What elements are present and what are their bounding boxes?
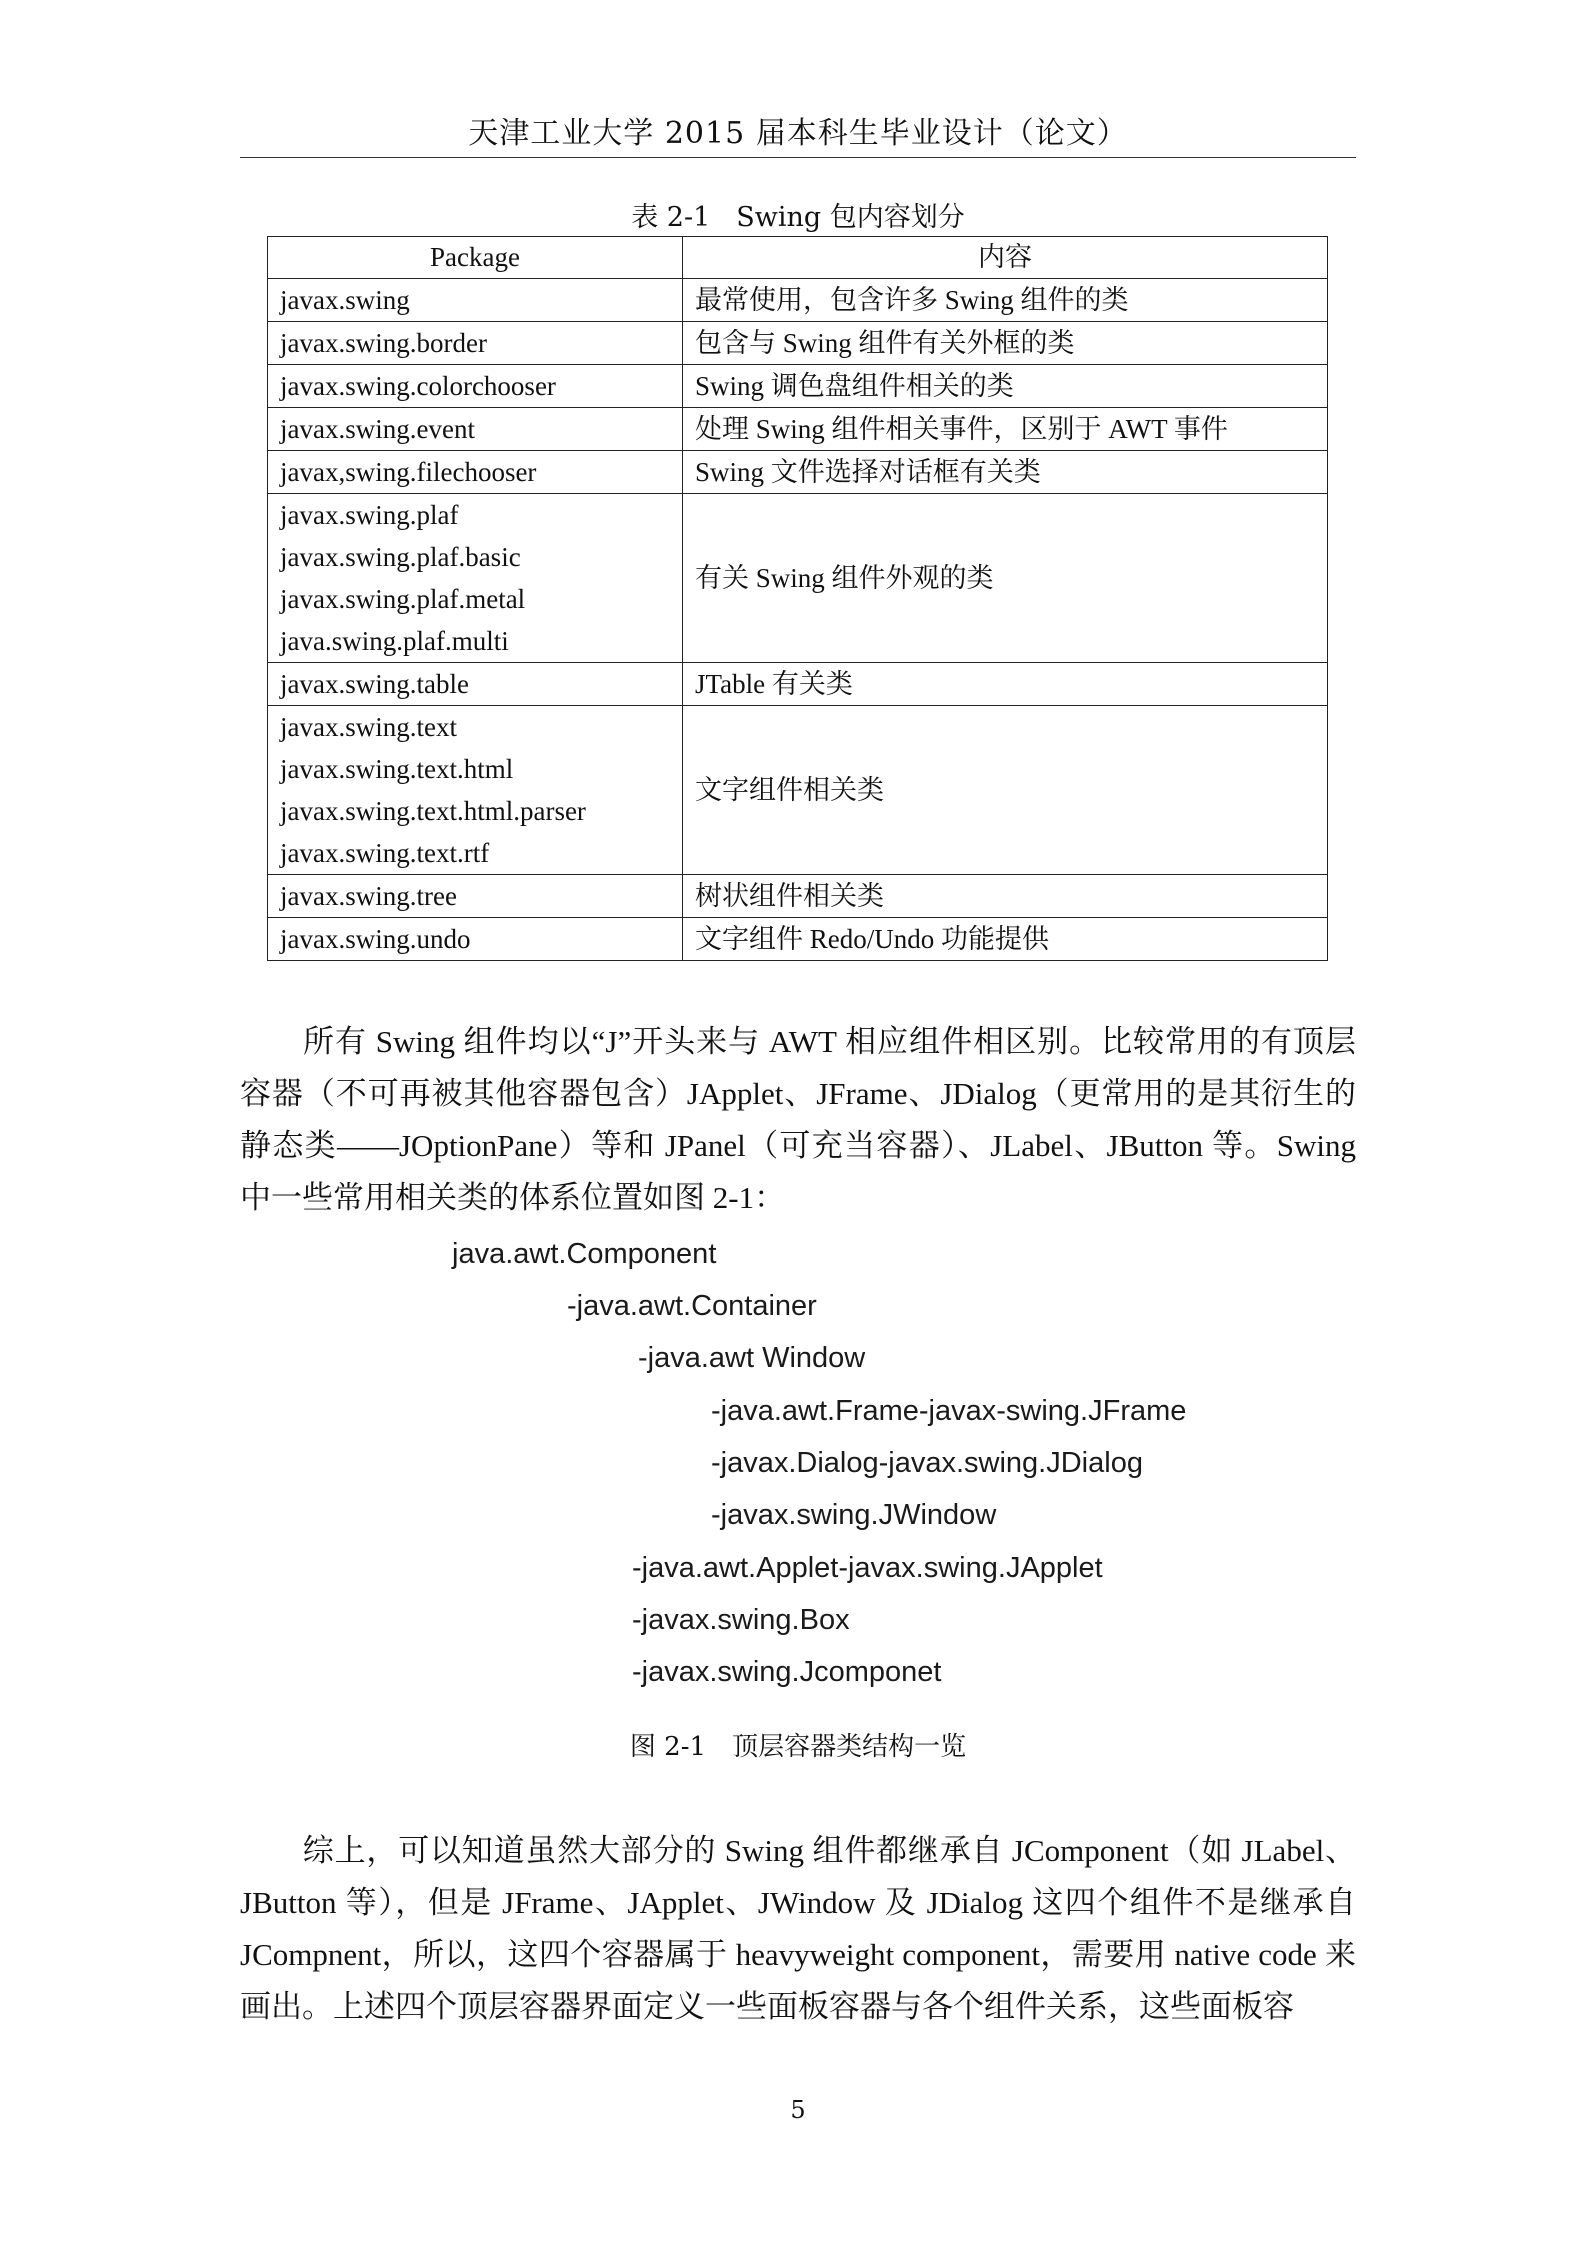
content-cell: 树状组件相关类 [683,875,1328,918]
content-cell: JTable 有关类 [683,663,1328,706]
tree-node: -javax.swing.Box [632,1604,850,1636]
header-content: 内容 [683,237,1328,279]
table-caption-number: 表 2-1 [631,202,711,233]
paragraph-2 [240,1825,1356,2033]
tree-node: -javax.swing.Jcomponet [632,1656,942,1688]
header-divider [240,157,1356,158]
paragraph-1 [240,1016,1356,1224]
figure-caption [240,1726,1356,1763]
header-package: Package [268,237,683,279]
table-row [268,918,1328,961]
tree-node: -javax.swing.JWindow [711,1499,997,1531]
content-cell: Swing 调色盘组件相关的类 [683,365,1328,408]
table-row [268,706,1328,875]
table-caption [240,195,1356,234]
package-name: javax,swing.filechooser [280,457,537,487]
package-cell [268,494,683,663]
package-cell [268,322,683,365]
package-cell [268,706,683,875]
paragraph-2-text: 综上，可以知道虽然大部分的 Swing 组件都继承自 JComponent（如 JLabel、JButton 等），但是 JFrame、JApplet、JWindow 及 JDialog 这四个组件不是继承自 JCompnent，所以，这四个容器属于 heavyweight component，需要用 native code 来画出。上述四个顶层容器界面定义一些面板容器与各个组件关系，这些面板容 [240,1833,1356,2024]
table-row [268,322,1328,365]
table-row [268,451,1328,494]
package-name: javax.swing.text.html.parser [280,796,586,826]
package-name: java.swing.plaf.multi [280,626,509,656]
package-name: javax.swing.tree [280,881,457,911]
package-name: javax.swing.colorchooser [280,371,556,401]
package-cell [268,663,683,706]
package-name: javax.swing.border [280,328,487,358]
package-name: javax.swing.plaf.basic [280,542,521,572]
package-name: javax.swing.text [280,712,457,742]
table-row [268,365,1328,408]
package-name: javax.swing.text.rtf [280,838,490,868]
package-cell [268,918,683,961]
figure-caption-number: 图 2-1 [629,1732,707,1762]
package-cell [268,875,683,918]
paragraph-1-text: 所有 Swing 组件均以“J”开头来与 AWT 相应组件相区别。比较常用的有顶层容器（不可再被其他容器包含）JApplet、JFrame、JDialog（更常用的是其衍生的静态类——JOptionPane）等和 JPanel（可充当容器）、JLabel、JButton 等。Swing 中一些常用相关类的体系位置如图 2-1： [240,1024,1356,1215]
swing-package-table [267,236,1328,961]
page-header: 天津工业大学 2015 届本科生毕业设计（论文） [468,116,1128,151]
content-cell: 文字组件 Redo/Undo 功能提供 [683,918,1328,961]
table-row [268,408,1328,451]
tree-node: -java.awt.Applet-javax.swing.JApplet [632,1552,1103,1584]
tree-node: -java.awt Window [638,1342,866,1374]
content-cell: 文字组件相关类 [683,706,1328,875]
table-header-row [268,237,1328,279]
tree-node: -java.awt.Frame-javax-swing.JFrame [711,1395,1187,1427]
tree-node: java.awt.Component [452,1238,717,1270]
package-cell [268,365,683,408]
tree-node: -javax.Dialog-javax.swing.JDialog [711,1447,1143,1479]
package-name: javax.swing.undo [280,924,471,954]
page-number: 5 [790,2096,806,2124]
table-caption-title: Swing 包内容划分 [736,202,965,233]
content-cell: 有关 Swing 组件外观的类 [683,494,1328,663]
package-name: javax.swing.event [280,414,475,444]
package-name: javax.swing.plaf.metal [280,584,526,614]
package-cell [268,408,683,451]
content-cell: 处理 Swing 组件相关事件，区别于 AWT 事件 [683,408,1328,451]
package-name: javax.swing.table [280,669,469,699]
package-cell [268,451,683,494]
package-name: javax.swing.text.html [280,754,514,784]
table-row [268,875,1328,918]
package-name: javax.swing [280,285,410,315]
package-name: javax.swing.plaf [280,500,459,530]
content-cell: Swing 文件选择对话框有关类 [683,451,1328,494]
table-row [268,663,1328,706]
package-cell [268,279,683,322]
figure-caption-title: 顶层容器类结构一览 [732,1732,967,1762]
content-cell: 最常使用，包含许多 Swing 组件的类 [683,279,1328,322]
tree-node: -java.awt.Container [567,1290,817,1322]
table-row [268,494,1328,663]
content-cell: 包含与 Swing 组件有关外框的类 [683,322,1328,365]
table-row [268,279,1328,322]
table-body [268,279,1328,961]
